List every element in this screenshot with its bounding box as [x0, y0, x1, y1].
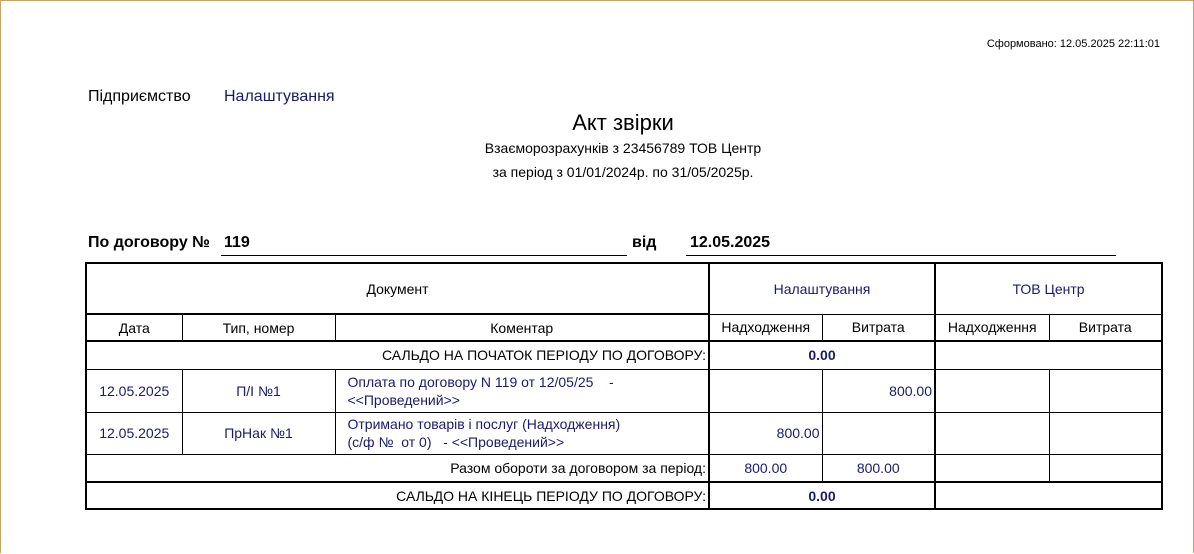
col-date: Дата	[86, 314, 182, 341]
row-comment-line1: Оплата по договору N 119 от 12/05/25 -	[347, 373, 614, 390]
contract-date-underline	[686, 255, 1116, 256]
opening-balance-row	[86, 341, 1162, 369]
opening-balance-value: 0.00	[709, 341, 935, 369]
reconciliation-table	[85, 262, 1163, 510]
row-expense2	[1049, 369, 1162, 412]
turnover-income2	[935, 454, 1049, 482]
turnover-income: 800.00	[709, 454, 822, 482]
opening-balance-label: САЛЬДО НА ПОЧАТОК ПЕРІОДУ ПО ДОГОВОРУ:	[86, 341, 709, 369]
turnover-expense: 800.00	[822, 454, 935, 482]
enterprise-label: Підприємство	[88, 88, 191, 105]
row-comment	[335, 412, 709, 454]
generated-timestamp: Сформовано: 12.05.2025 22:11:01	[986, 38, 1160, 50]
row-comment-line2: (с/ф № от 0) - <<Проведений>>	[347, 434, 565, 450]
opening-balance-party2	[935, 341, 1162, 369]
col-expense2: Витрата	[1049, 314, 1162, 341]
page-title: Акт звірки	[572, 110, 674, 135]
col-type: Тип, номер	[182, 314, 335, 341]
row-income2	[935, 412, 1049, 454]
row-expense1: 800.00	[822, 369, 935, 412]
contract-label: По договору №	[88, 234, 211, 251]
table-header-row	[86, 263, 1162, 314]
closing-balance-party2	[935, 482, 1162, 509]
row-expense2	[1049, 412, 1162, 454]
row-income1	[709, 369, 822, 412]
row-expense1	[822, 412, 935, 454]
closing-balance-label: САЛЬДО НА КІНЕЦЬ ПЕРІОДУ ПО ДОГОВОРУ:	[86, 482, 709, 509]
col-income1: Надходження	[709, 314, 822, 341]
col-expense1: Витрата	[822, 314, 935, 341]
contract-number: 119	[224, 234, 250, 251]
row-comment-line2: <<Проведений>>	[347, 391, 460, 408]
table-row	[86, 412, 1162, 454]
party2-header: ТОВ Центр	[935, 263, 1162, 314]
row-date: 12.05.2025	[86, 412, 182, 454]
page-subtitle: Взаєморозрахунків з 23456789 ТОВ Центр	[484, 140, 762, 156]
closing-balance-value: 0.00	[709, 482, 935, 509]
turnover-row	[86, 454, 1162, 482]
col-comment: Коментар	[335, 314, 709, 341]
row-type: ПрНак №1	[182, 412, 335, 454]
party1-header: Налаштування	[709, 263, 935, 314]
turnover-label: Разом обороти за договором за період:	[86, 454, 709, 482]
contract-date: 12.05.2025	[690, 234, 771, 251]
period-text: за період з 01/01/2024р. по 31/05/2025р.	[492, 164, 754, 180]
contract-number-underline	[221, 255, 627, 256]
row-comment-line1: Отримано товарів і послуг (Надходження)	[347, 416, 621, 432]
turnover-expense2	[1049, 454, 1162, 482]
col-income2: Надходження	[935, 314, 1049, 341]
table-row	[86, 369, 1162, 412]
row-date: 12.05.2025	[86, 369, 182, 412]
row-income2	[935, 369, 1049, 412]
contract-from-label: від	[632, 234, 657, 251]
closing-balance-row	[86, 482, 1162, 509]
row-type: П/І №1	[182, 369, 335, 412]
enterprise-value: Налаштування	[224, 88, 335, 105]
row-income1: 800.00	[709, 412, 822, 454]
row-comment	[335, 369, 709, 412]
column-header-row	[86, 314, 1162, 341]
document-header: Документ	[86, 263, 709, 314]
